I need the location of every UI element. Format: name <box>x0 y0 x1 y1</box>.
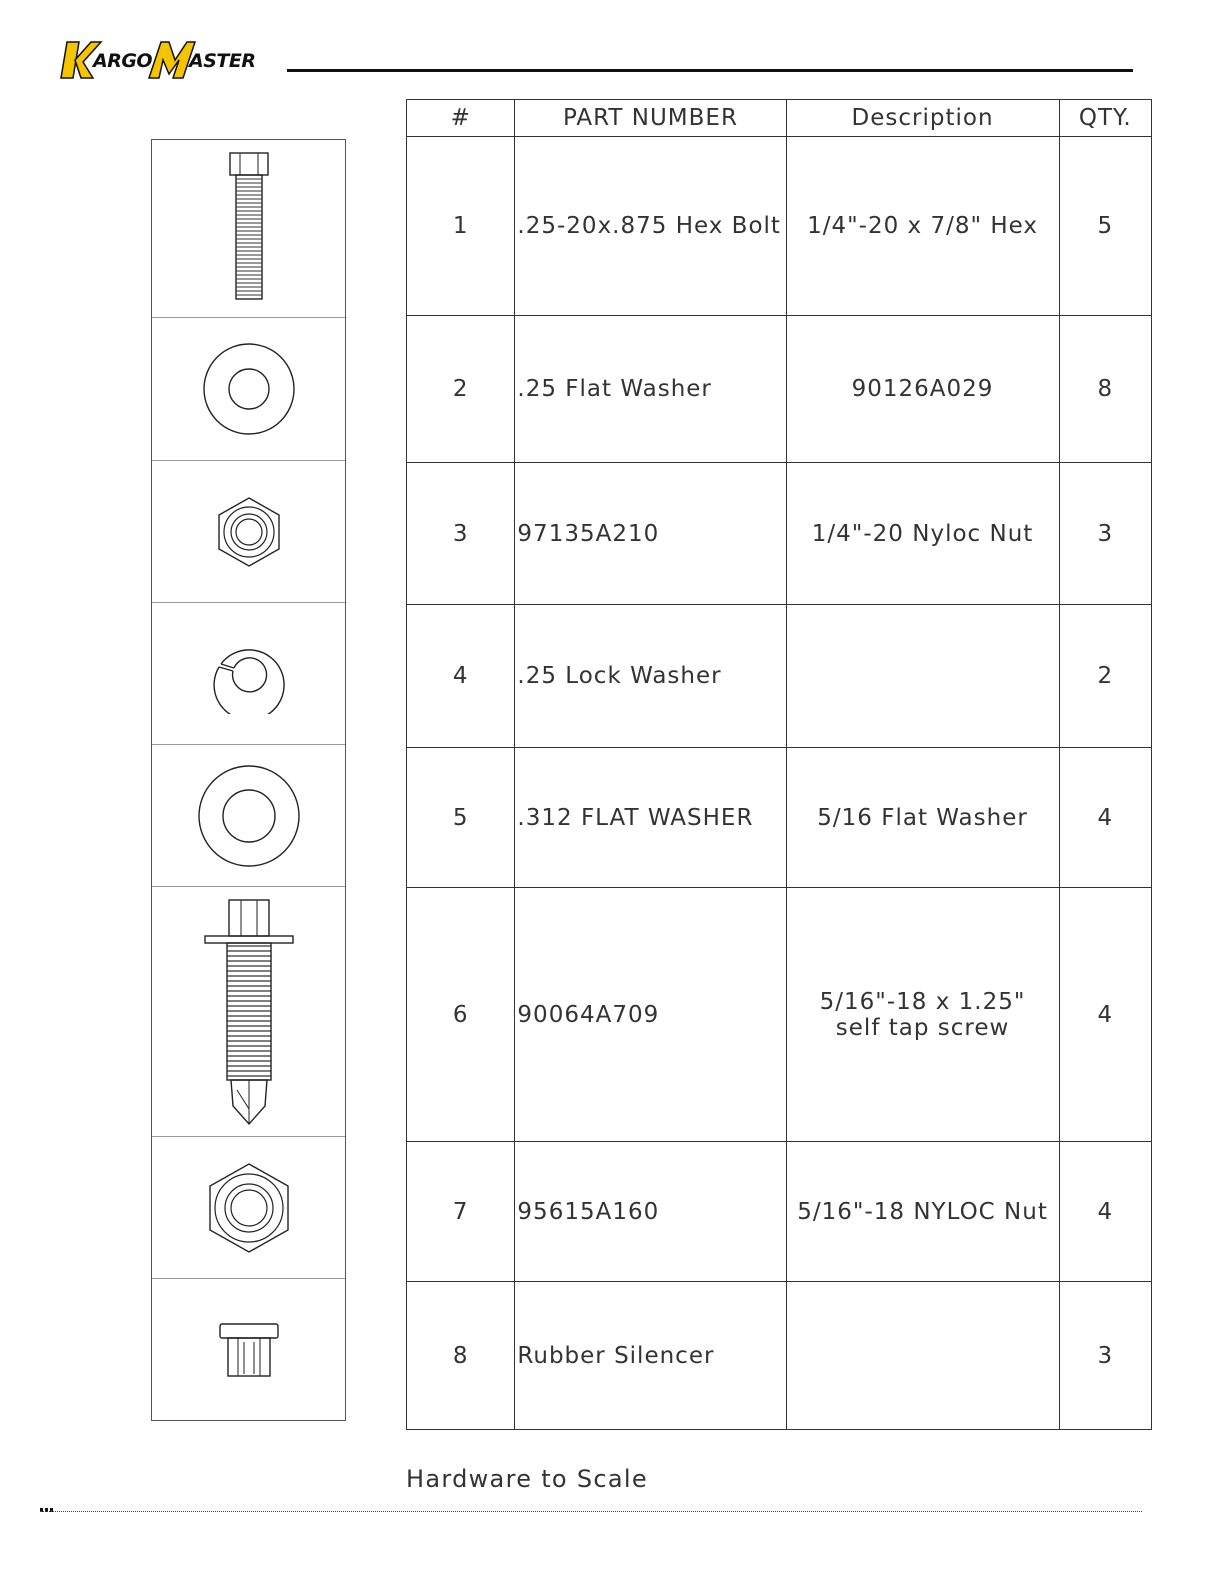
hex-bolt-icon <box>152 140 345 318</box>
svg-text:ASTER: ASTER <box>189 50 256 72</box>
row-part-number: .312 FLAT WASHER <box>515 748 786 888</box>
row-description: 5/16 Flat Washer <box>786 748 1059 888</box>
row-qty: 2 <box>1059 605 1151 748</box>
parts-table <box>406 99 1152 1430</box>
row-description: 1/4"-20 x 7/8" Hex <box>786 137 1059 316</box>
table-header-row <box>407 100 1152 137</box>
row-qty: 3 <box>1059 1282 1151 1430</box>
row-number: 4 <box>407 605 515 748</box>
row-description: 90126A029 <box>786 316 1059 463</box>
row-part-number: 90064A709 <box>515 888 786 1142</box>
rubber-silencer-icon <box>152 1279 345 1420</box>
row-qty: 5 <box>1059 137 1151 316</box>
row-part-number: .25-20x.875 Hex Bolt <box>515 137 786 316</box>
flat-washer-large-icon <box>152 745 345 887</box>
header-number: # <box>407 100 515 137</box>
row-number: 1 <box>407 137 515 316</box>
row-description <box>786 605 1059 748</box>
table-row <box>407 748 1152 888</box>
row-qty: 8 <box>1059 316 1151 463</box>
table-row <box>407 1282 1152 1430</box>
table-row <box>407 1142 1152 1282</box>
kargo-master-logo <box>57 40 275 80</box>
row-number: 7 <box>407 1142 515 1282</box>
svg-text:ARGO: ARGO <box>93 50 153 72</box>
footer-rule <box>40 1511 1142 1512</box>
header-qty: QTY. <box>1059 100 1151 137</box>
row-qty: 3 <box>1059 463 1151 605</box>
row-number: 3 <box>407 463 515 605</box>
header-rule <box>287 69 1133 72</box>
row-qty: 4 <box>1059 888 1151 1142</box>
nyloc-nut-icon <box>152 461 345 603</box>
header-description: Description <box>786 100 1059 137</box>
table-row <box>407 137 1152 316</box>
row-description: 5/16"-18 x 1.25" self tap screw <box>786 888 1059 1142</box>
row-description: 1/4"-20 Nyloc Nut <box>786 463 1059 605</box>
flat-washer-icon <box>152 318 345 461</box>
lock-washer-icon <box>152 603 345 745</box>
row-part-number: 97135A210 <box>515 463 786 605</box>
hardware-images <box>151 139 346 1421</box>
row-part-number: 95615A160 <box>515 1142 786 1282</box>
row-qty: 4 <box>1059 1142 1151 1282</box>
self-tap-screw-icon <box>152 887 345 1137</box>
row-qty: 4 <box>1059 748 1151 888</box>
row-number: 8 <box>407 1282 515 1430</box>
row-number: 5 <box>407 748 515 888</box>
table-row <box>407 605 1152 748</box>
table-row <box>407 463 1152 605</box>
table-row <box>407 888 1152 1142</box>
row-part-number: .25 Lock Washer <box>515 605 786 748</box>
row-number: 6 <box>407 888 515 1142</box>
header-part-number: PART NUMBER <box>515 100 786 137</box>
row-part-number: Rubber Silencer <box>515 1282 786 1430</box>
row-part-number: .25 Flat Washer <box>515 316 786 463</box>
row-description <box>786 1282 1059 1430</box>
row-description: 5/16"-18 NYLOC Nut <box>786 1142 1059 1282</box>
row-number: 2 <box>407 316 515 463</box>
table-row <box>407 316 1152 463</box>
caption: Hardware to Scale <box>406 1465 648 1493</box>
nyloc-nut-large-icon <box>152 1137 345 1279</box>
